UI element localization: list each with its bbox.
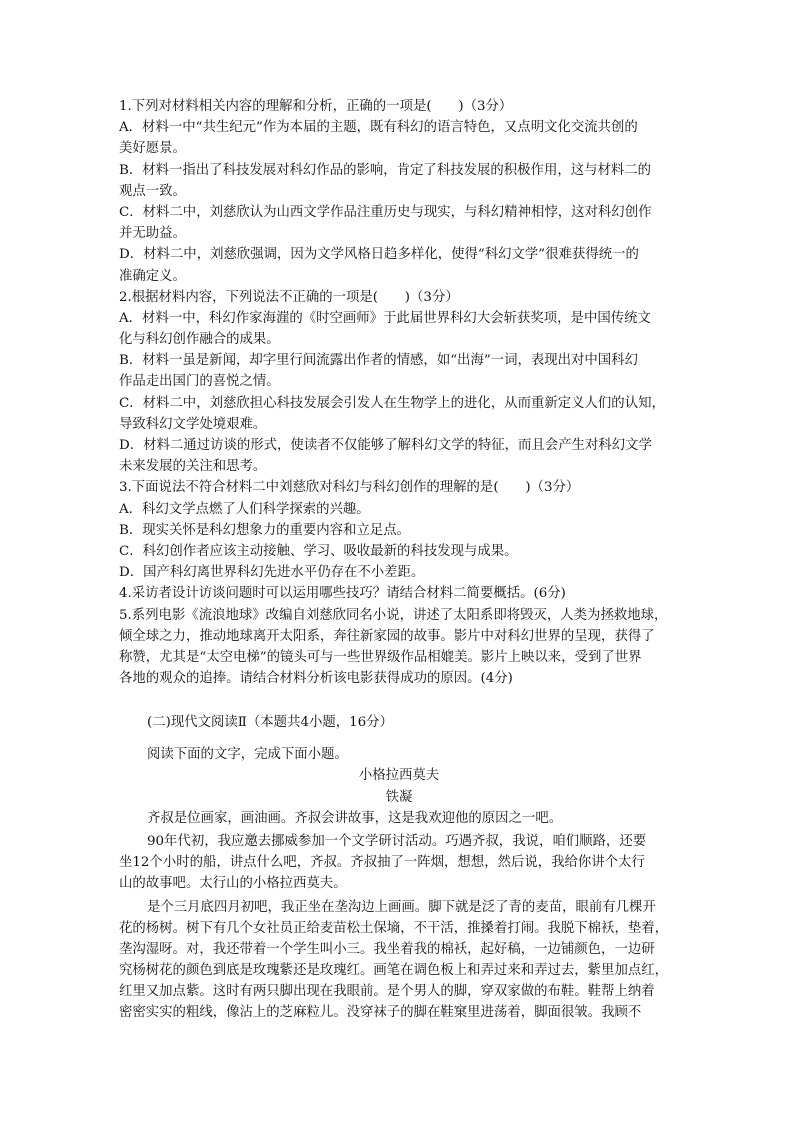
question-line: 美好愿景。 xyxy=(119,141,186,157)
article-line: 山的故事吧。太行山的小格拉西莫夫。 xyxy=(119,876,347,892)
section-heading: (二)现代文阅读Ⅱ（本题共4小题，16分） xyxy=(147,715,393,730)
section-instruction: 阅读下面的文字，完成下面小题。 xyxy=(147,747,348,763)
questions-block xyxy=(119,96,679,689)
article-line: 齐叔是位画家，画油画。齐叔会讲故事，这是我欢迎他的原因之一吧。 xyxy=(147,810,563,826)
question-line: 未来发展的关注和思考。 xyxy=(119,459,267,475)
question-line: 5.系列电影《流浪地球》改编自刘慈欣同名小说，讲述了太阳系即将毁灭，人类为拯救地球， xyxy=(119,607,668,623)
article-line: 究杨树花的颜色到底是玫瑰紫还是玫瑰红。画笔在调色板上和弄过来和弄过去，紫里加点红， xyxy=(119,963,669,979)
question-line: 导致科幻文学处境艰难。 xyxy=(119,416,267,432)
question-line: 化与科幻创作融合的成果。 xyxy=(119,332,280,348)
question-line: 1.下列对材料相关内容的理解和分析，正确的一项是( )（3分） xyxy=(119,99,513,114)
question-line: 3.下面说法不符合材料二中刘慈欣对科幻与科幻创作的理解的是( )（3分） xyxy=(119,480,580,496)
article-line: 90年代初，我应邀去挪威参加一个文学研讨活动。巧遇齐叔，我说，咱们顺路，还要 xyxy=(147,833,647,849)
question-line: C．材料二中，刘慈欣认为山西文学作品注重历史与现实，与科幻精神相悖，这对科幻创作 xyxy=(119,204,652,220)
article-author: 铁凝 xyxy=(385,789,413,805)
question-line: 并无助益。 xyxy=(119,226,186,242)
question-line: 4.采访者设计访谈问题时可以运用哪些技巧？请结合材料二简要概括。(6分) xyxy=(119,586,566,602)
question-line: B．材料一虽是新闻，却字里行间流露出作者的情感，如“出海”一词，表现出对中国科幻 xyxy=(119,353,638,369)
question-line: 倾全球之力，推动地球离开太阳系，奔往新家园的故事。影片中对科幻世界的呈现，获得了 xyxy=(119,628,655,644)
question-line: A．材料一中“共生纪元”作为本届的主题，既有科幻的语言特色，又点明文化交流共创的 xyxy=(119,120,638,136)
reading-section xyxy=(119,712,679,1024)
article-line: 花的杨树。树下有几个女社员正给麦苗松土保墒，不干活，推搡着打闹。我脱下棉袄，垫着， xyxy=(119,920,669,936)
question-line: 2.根据材料内容，下列说法不正确的一项是( )（3分） xyxy=(119,289,459,305)
question-line: C．科幻创作者应该主动接触、学习、吸收最新的科技发现与成果。 xyxy=(119,543,518,559)
question-line: C．材料二中，刘慈欣担心科技发展会引发人在生物学上的进化，从而重新定义人们的认知， xyxy=(119,395,665,411)
question-line: B．材料一指出了科技发展对科幻作品的影响，肯定了科技发展的积极作用，这与材料二的 xyxy=(119,162,652,178)
article-line: 是个三月底四月初吧，我正坐在垄沟边上画画。脚下就是泛了青的麦苗，眼前有几棵开 xyxy=(147,899,656,915)
article-line: 密密实实的粗线，像沾上的芝麻粒儿。没穿袜子的脚在鞋窠里进荡着，脚面很皱。我顾不 xyxy=(119,1005,642,1021)
question-line: D．材料二中，刘慈欣强调，因为文学风格日趋多样化，使得“科幻文学”很难获得统一的 xyxy=(119,247,639,263)
question-line: A．科幻文学点燃了人们科学探索的兴趣。 xyxy=(119,501,370,517)
question-line: 准确定义。 xyxy=(119,268,186,284)
question-line: 作品走出国门的喜悦之情。 xyxy=(119,374,280,390)
question-line: 各地的观众的追捧。请结合材料分析该电影获得成功的原因。(4分) xyxy=(119,671,513,687)
question-line: D．材料二通过访谈的形式，使读者不仅能够了解科幻文学的特征，而且会产生对科幻文学 xyxy=(119,438,652,453)
question-line: D．国产科幻离世界科幻先进水平仍存在不小差距。 xyxy=(119,565,425,581)
article-line: 垄沟湿呀。对，我还带着一个学生叫小三。我坐着我的棉袄，起好稿，一边铺颜色，一边研 xyxy=(119,941,655,957)
question-line: A．材料一中，科幻作家海漄的《时空画师》于此届世界科幻大会斩获奖项，是中国传统文 xyxy=(119,310,651,326)
article-title: 小格拉西莫夫 xyxy=(358,768,440,784)
question-line: 称赞，尤其是“太空电梯”的镜头可与一些世界级作品相媲美。影片上映以来，受到了世界 xyxy=(119,649,642,665)
question-line: 观点一致。 xyxy=(119,183,186,199)
article-line: 红里又加点紫。这时有两只脚出现在我眼前。是个男人的脚，穿双家做的布鞋。鞋帮上纳着 xyxy=(119,984,655,1000)
question-line: B．现实关怀是科幻想象力的重要内容和立足点。 xyxy=(119,522,411,538)
article-line: 坐12个小时的船，讲点什么吧，齐叔。齐叔抽了一阵烟，想想，然后说，我给你讲个太行 xyxy=(119,855,645,871)
